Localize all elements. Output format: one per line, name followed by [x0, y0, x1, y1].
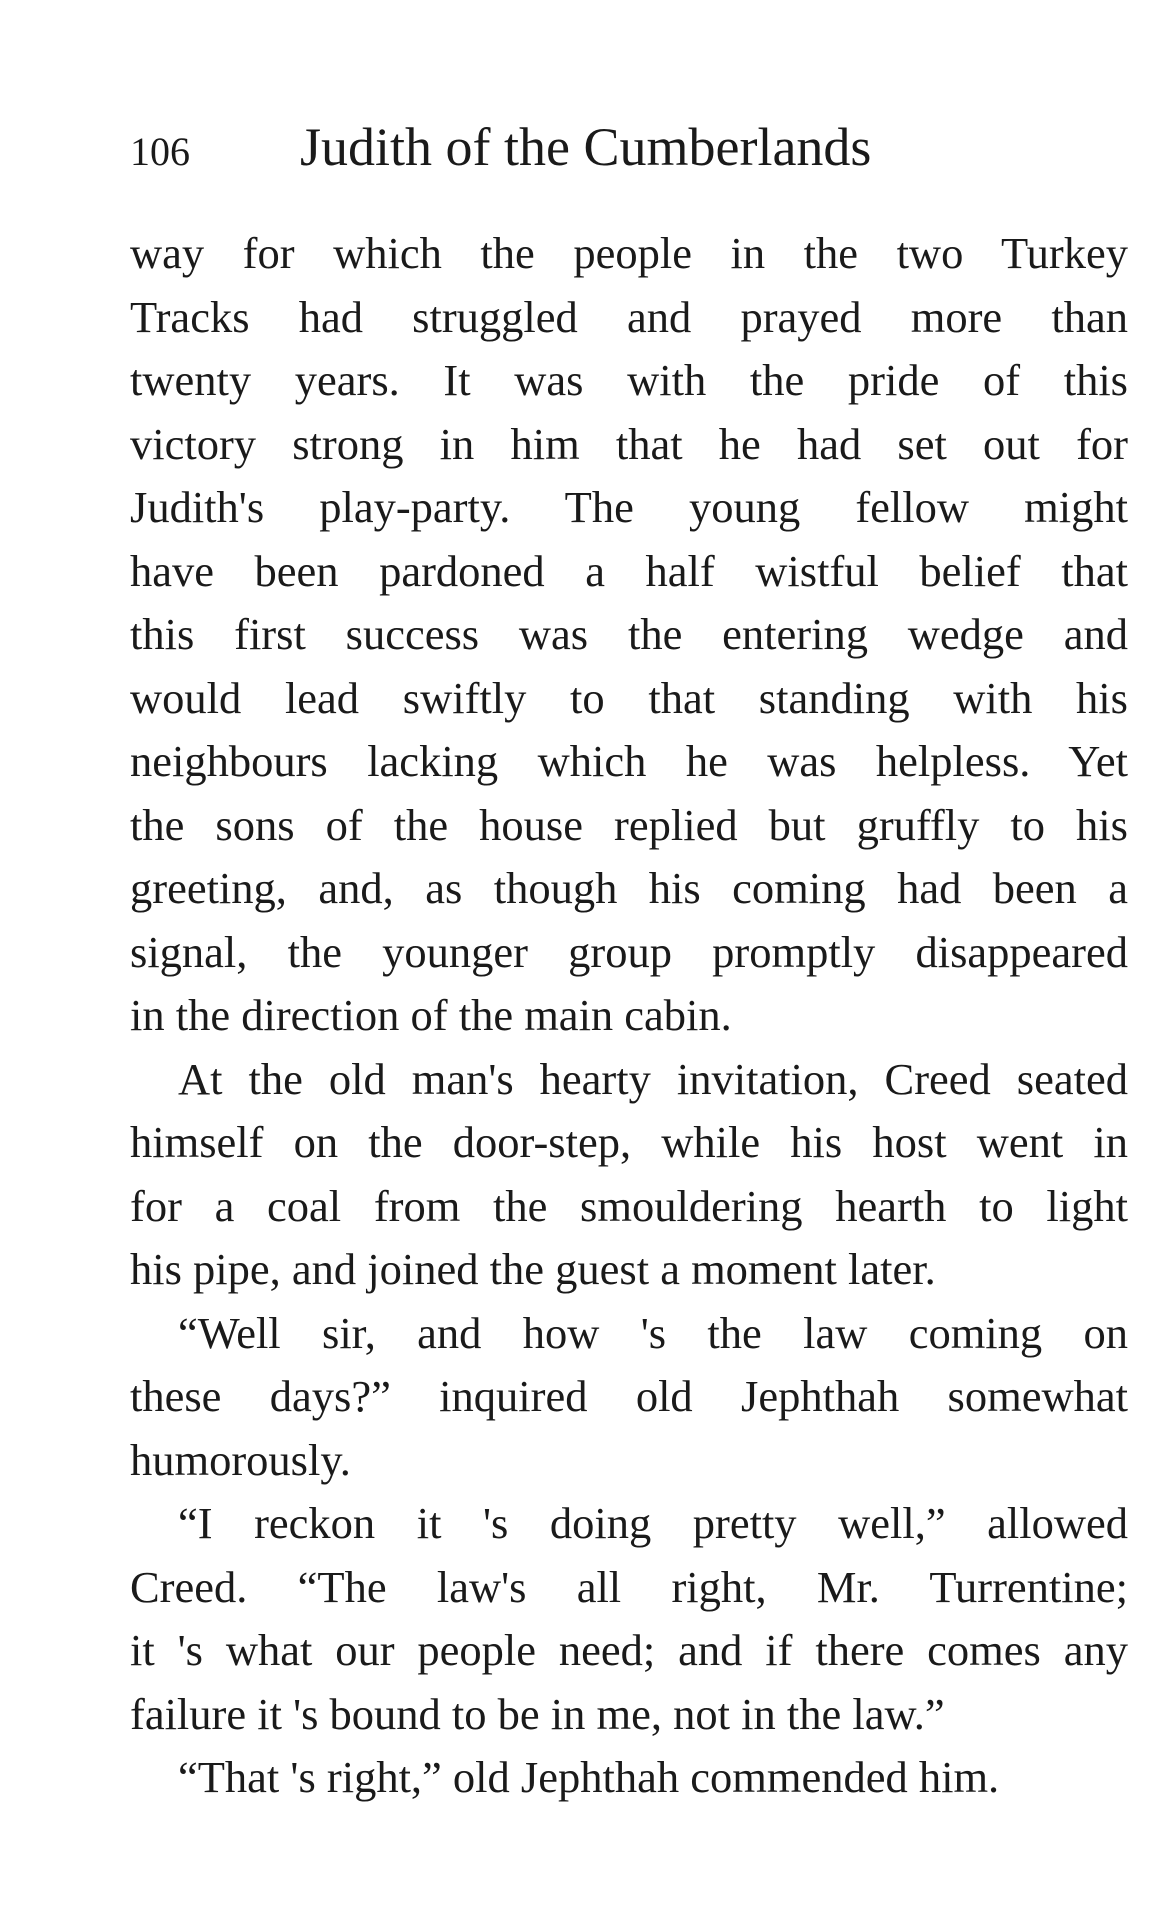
text-line: these days?” inquired old Jephthah somewhat [130, 1371, 1128, 1421]
text-line: neighbours lacking which he was helpless. Yet [130, 736, 1128, 786]
text-line: himself on the door-step, while his host went in [130, 1117, 1128, 1167]
paragraph [130, 1302, 1128, 1493]
text-line: At the old man's hearty invitation, Creed seated [178, 1053, 1128, 1104]
text-line: the sons of the house replied but gruffly to his [130, 799, 1128, 850]
text-line: “I reckon it 's doing pretty well,” allowed [178, 1498, 1128, 1548]
text-line: would lead swiftly to that standing with his [130, 672, 1128, 723]
paragraph [130, 1746, 1128, 1810]
text-line: Judith's play-party. The young fellow might [130, 482, 1128, 532]
paragraph [130, 1492, 1128, 1746]
text-line: “Well sir, and how 's the law coming on [178, 1307, 1128, 1358]
text-line: “That 's right,” old Jephthah commended him. [178, 1752, 1000, 1802]
text-line: his pipe, and joined the guest a moment later. [130, 1244, 936, 1294]
text-line: this first success was the entering wedge and [130, 609, 1128, 659]
text-line: failure it 's bound to be in me, not in the law.” [130, 1688, 945, 1739]
text-line: for a coal from the smouldering hearth to light [130, 1180, 1128, 1231]
running-head [130, 112, 1130, 182]
text-line: in the direction of the main cabin. [130, 990, 732, 1040]
text-line: Creed. “The law's all right, Mr. Turrentine; [130, 1561, 1128, 1612]
text-line: signal, the younger group promptly disappeared [130, 926, 1128, 977]
text-line: humorously. [130, 1434, 351, 1485]
page-number: 106 [130, 129, 190, 174]
body-text [130, 222, 1128, 1810]
text-line: it 's what our people need; and if there comes any [130, 1625, 1128, 1675]
paragraph [130, 222, 1128, 1048]
text-line: twenty years. It was with the pride of this [130, 355, 1128, 405]
text-line: way for which the people in the two Turkey [130, 228, 1128, 278]
text-line: Tracks had struggled and prayed more than [130, 291, 1128, 342]
paragraph [130, 1048, 1128, 1302]
text-line: have been pardoned a half wistful belief that [130, 545, 1128, 596]
text-line: victory strong in him that he had set out for [130, 418, 1128, 469]
running-title: Judith of the Cumberlands [300, 117, 872, 177]
text-line: greeting, and, as though his coming had been a [130, 863, 1128, 913]
